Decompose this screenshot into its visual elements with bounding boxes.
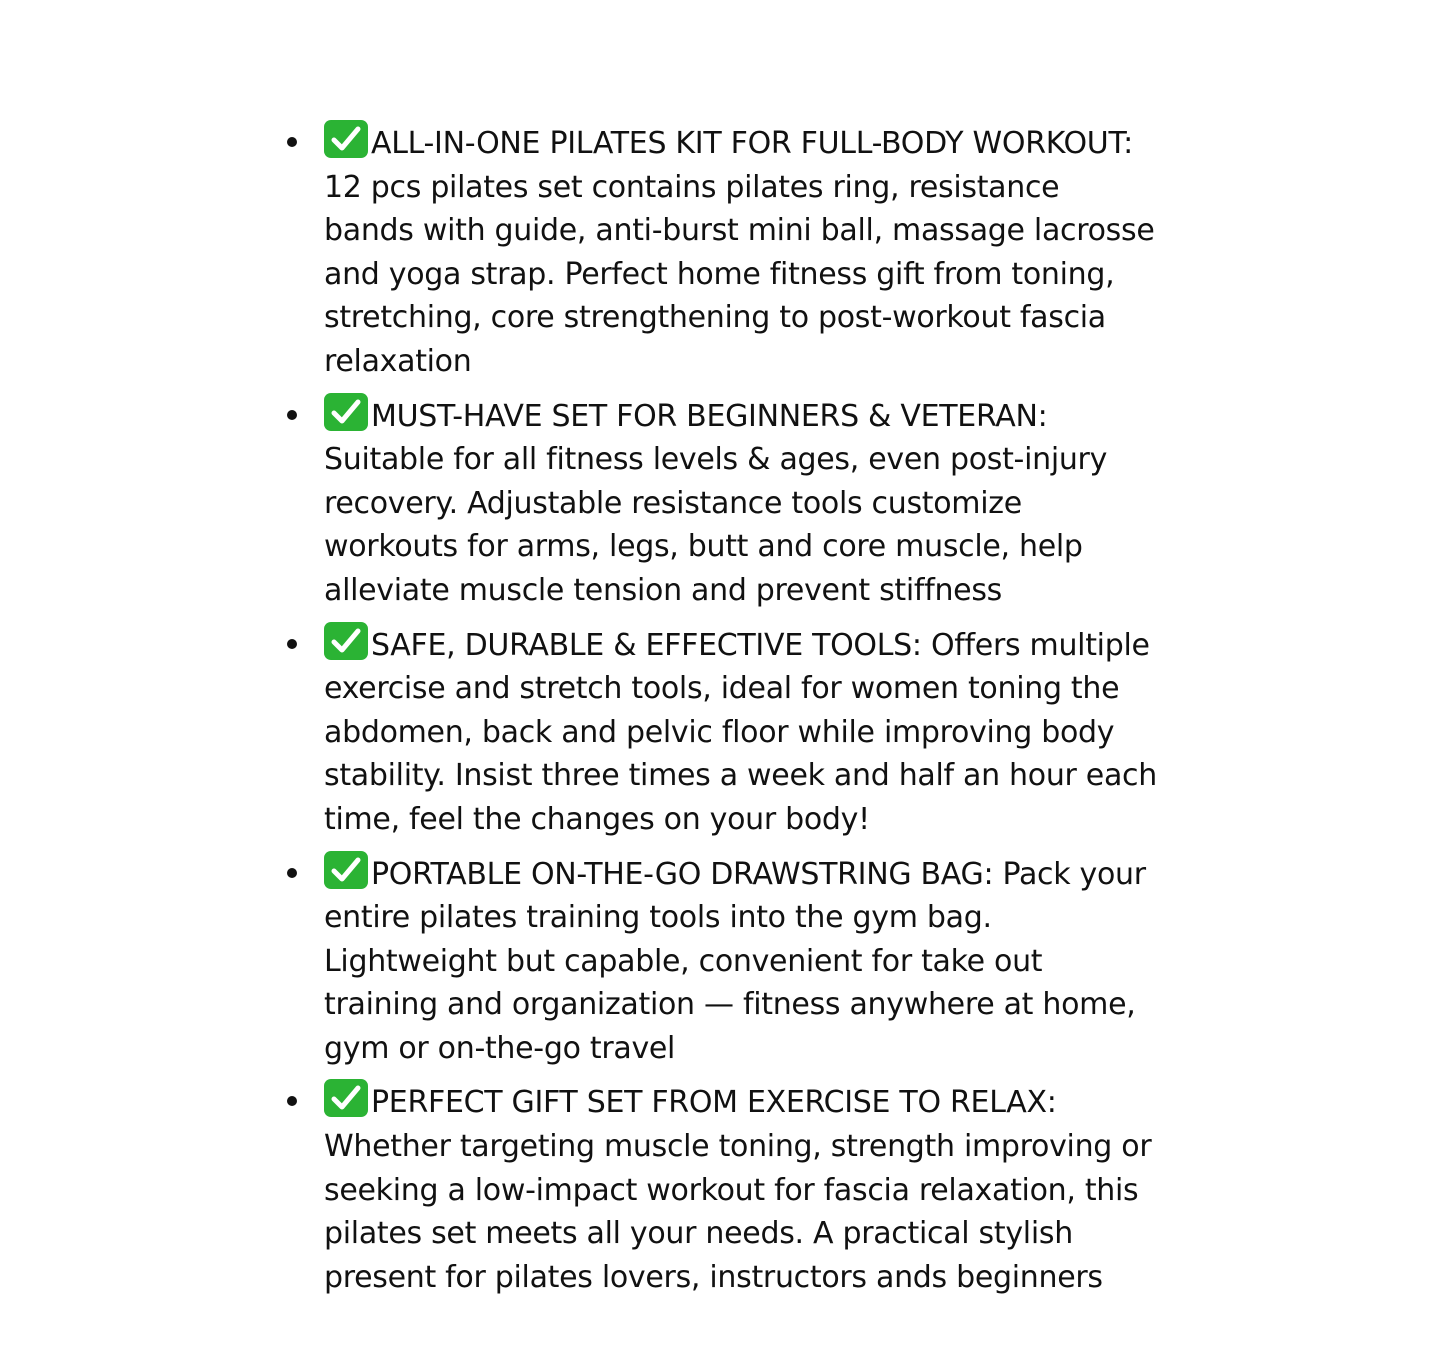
feature-heading: SAFE, DURABLE & EFFECTIVE TOOLS: — [371, 627, 922, 663]
feature-text: Whether targeting muscle toning, strength improving or seeking a low-impact workout for fascia relaxation, this pilates set meets all your needs. A practical stylish present for pilates lovers, instructors ands beginners — [324, 1129, 1152, 1295]
check-mark-icon — [324, 120, 368, 158]
feature-text: Offers multiple exercise and stretch tools, ideal for women toning the abdomen, back and pelvic floor while improving body stability. Insist three times a week and half an hour each time, feel the changes on your body! — [324, 627, 1157, 837]
feature-list — [278, 120, 1158, 1308]
feature-heading: ALL-IN-ONE PILATES KIT FOR FULL-BODY WORKOUT: — [371, 126, 1133, 161]
feature-item-safe-durable — [278, 622, 1158, 842]
bullet-dot — [287, 137, 297, 147]
feature-text: 12 pcs pilates set contains pilates ring, resistance bands with guide, anti-burst mini ball, massage lacrosse and yoga strap. Perfect home fitness gift from toning, stretching, core strengthening to post-workout fascia relaxation — [324, 169, 1155, 379]
feature-heading: PORTABLE ON-THE-GO DRAWSTRING BAG: — [371, 856, 994, 892]
bullet-dot — [287, 868, 297, 878]
check-mark-icon — [324, 622, 368, 660]
bullet-dot — [287, 639, 297, 649]
check-mark-icon — [324, 851, 368, 889]
feature-text: Pack your entire pilates training tools into the gym bag. Lightweight but capable, convenient for take out training and organization — fitness anywhere at home, gym or on-the-go travel — [324, 856, 1146, 1066]
feature-item-beginners-veteran — [278, 393, 1158, 613]
feature-item-gift-set — [278, 1079, 1158, 1299]
feature-item-drawstring-bag — [278, 851, 1158, 1071]
feature-item-all-in-one — [278, 120, 1158, 384]
feature-heading: MUST-HAVE SET FOR BEGINNERS & VETERAN: — [371, 398, 1048, 434]
bullet-dot — [287, 410, 297, 420]
check-mark-icon — [324, 393, 368, 431]
bullet-dot — [287, 1096, 297, 1106]
check-mark-icon — [324, 1079, 368, 1117]
feature-text: Suitable for all fitness levels & ages, even post-injury recovery. Adjustable resistance tools customize workouts for arms, legs, butt and core muscle, help alleviate muscle tension and prevent stiffness — [324, 442, 1108, 608]
feature-heading: PERFECT GIFT SET FROM EXERCISE TO RELAX: — [371, 1085, 1057, 1121]
